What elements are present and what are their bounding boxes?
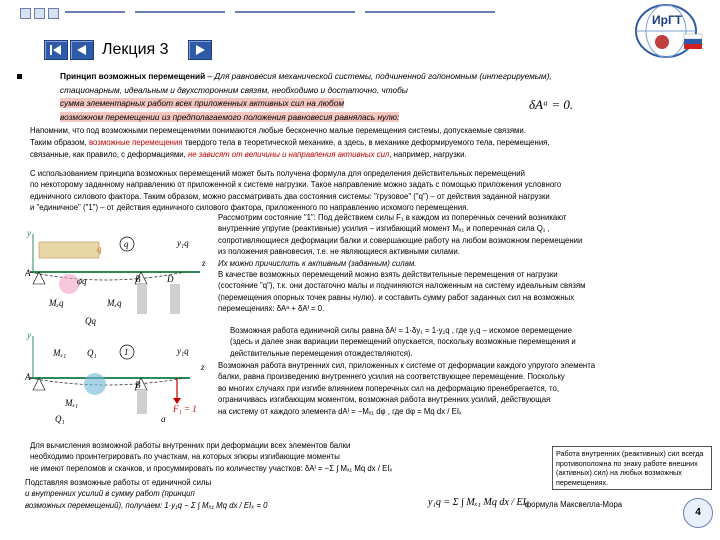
z-axis-label: z: [202, 258, 206, 268]
integration-line: необходимо проинтегрировать по участкам, на которых эпюры изгибающие моменты: [30, 452, 340, 462]
beam-diagram: [25, 228, 215, 428]
arrow-left-icon: [71, 41, 93, 59]
substitution-line: возможных перемещений), получаем: 1·y₁q − Σ ∫ Mₓ₁ Mq dx / EIₓ = 0: [25, 500, 268, 510]
intro-line1: С использованием принципа возможных перемещений может быть получена формула для определения действительных перемещений: [30, 169, 525, 178]
internal-line: балки, равна произведению внутреннего усилия на соответствующее перемещение. Поскольку: [218, 372, 565, 382]
integration-paragraph: [30, 440, 450, 474]
recall-paragraph: [30, 125, 710, 162]
state-line: Их можно причислить к активным (заданным) силам.: [218, 258, 417, 268]
y-axis-label-2: y: [27, 330, 31, 340]
page-number: 4: [683, 498, 713, 528]
f1-label: F₁ = 1: [173, 404, 197, 414]
intro-line2: по некоторому заданному направлению от приложенной к системе нагрузки. Такое направление можно задать с помощью приложения условного: [30, 180, 562, 190]
maxwell-mohr-label: - формула Максвелла-Мора: [520, 500, 623, 509]
recall-line2a: Таким образом,: [30, 138, 89, 148]
internal-force-work: [218, 360, 710, 417]
state-line: из положения равновесия, т.е. не являющиеся активными силами.: [218, 247, 460, 257]
recall-line1: Напомним, что под возможными перемещениями понимаются любые бесконечно малые перемещения системы, допускаемые связями.: [30, 126, 526, 135]
y1q-label: y₁q: [177, 238, 189, 248]
z-axis-label-2: z: [201, 362, 205, 372]
q-label: q: [97, 244, 102, 254]
support-a-label: A: [25, 268, 31, 278]
a-label: a: [161, 414, 166, 424]
recall-line2c: твердого тела в теоретической механике, а здесь, в механике деформируемого тела, перемещения,: [182, 138, 550, 148]
substitution-line: Подставляя возможные работы от единичной силы: [25, 478, 212, 487]
internal-line: во многих случаях при изгибе влиянием поперечных сил на деформацию пренебрегается, то,: [218, 383, 560, 393]
recall-line3a: связанные, как правило, с деформациями,: [30, 150, 188, 160]
y-axis-label: y: [27, 228, 31, 238]
state-one-description: [218, 212, 710, 315]
point-d-label: D: [167, 274, 174, 284]
qq-label: Qq: [85, 316, 96, 326]
first-slide-button[interactable]: [44, 40, 68, 60]
intro-line4: и "единичное" ("1") – от действия единичного силового фактора, приложенного по направлению искомого перемещения.: [30, 203, 469, 213]
internal-line: Возможная работа внутренних сил, приложенных к системе от деформации каждого упругого элемента: [218, 361, 596, 370]
q-circle-label: q: [124, 239, 129, 249]
substitution-paragraph: [25, 477, 275, 511]
bullet-marker: [17, 74, 22, 79]
mxq-label-left: Mₓq: [49, 298, 64, 308]
top-decor-bar: [20, 8, 500, 18]
internal-line: ограничивась изгибающим моментом, возможная работа внутренних усилий, действующая: [218, 395, 551, 405]
state-line: внутренние упругие (реактивные) усилия – изгибающий момент Mₓ₁ и поперечная сила Q₁ ,: [218, 224, 550, 234]
recall-highlight-2: не зависят от величины и направления активных сил: [188, 150, 390, 160]
lecture-title: Лекция 3: [102, 41, 169, 58]
state-line: (перемещения опорных точек равны нулю). и составить сумму работ заданных сил на возможных: [218, 292, 575, 302]
integration-line: не имеют переломов и скачков, и просуммировать по количеству участков: δAᴵ = −Σ ∫ Mₓ₁ Mq dx / EIₓ: [30, 463, 393, 473]
substitution-line: и внутренних усилий в сумму работ (принцип: [25, 489, 195, 499]
internal-line: на систему от каждого элемента dAᴵ = −Mₓ₁ dφ , где dφ = Mq dx / EIₓ: [218, 406, 462, 416]
principle-line1: – Для равновесия механической системы, подчиненной голономным (интегрируемым),: [205, 71, 552, 81]
state-line: (состояние "q"), т.к. они достаточно малы и подчиняются наложенным на систему идеальным связям: [218, 281, 586, 291]
mx1-label-bottom: Mₓ₁: [65, 398, 79, 408]
integration-line: Для вычисления возможной работы внутренних при деформации всех элементов балки: [30, 441, 351, 450]
principle-label: Принцип возможных перемещений: [60, 71, 206, 81]
mxq-label-right: Mₓq: [107, 298, 122, 308]
principle-line4: возможном перемещении из предполагаемого положения равновесия равнялась нулю:: [60, 111, 400, 122]
intro-line3: единичного силового фактора. Таким образом, можно рассматривать два состояния системы: "грузовое" ("q") – от действия заданной нагрузки: [30, 191, 550, 201]
recall-line3c: , например, нагрузки.: [389, 150, 467, 160]
svg-text:ИрГТ: ИрГТ: [652, 13, 683, 27]
state-line: В качестве возможных перемещений можно взять действительные перемещения от нагрузки: [218, 270, 558, 280]
work-line: Возможная работа единичной силы равна δAᴵ = 1·δy₁ = 1·y₁q , где y₁q – искомое перемещение: [230, 326, 572, 335]
principle-line3: сумма элементарных работ всех приложенных активных сил на любом: [60, 98, 345, 108]
work-line: (здесь и далее знак вариации перемещений опускается, поскольку возможные перемещения и: [230, 337, 576, 347]
prev-slide-button[interactable]: [70, 40, 94, 60]
principle-equation: δAᵃ = 0.: [529, 97, 574, 112]
university-logo: [632, 2, 708, 60]
support-b-label: B: [135, 274, 141, 284]
next-slide-button[interactable]: [188, 40, 212, 60]
arrow-right-icon: [189, 41, 211, 59]
recall-highlight: возможные перемещения: [88, 138, 183, 148]
principle-line2: стационарным, идеальным и двухсторонним связям, необходимо и достаточно, чтобы: [60, 84, 408, 95]
one-circle-label: 1: [124, 347, 129, 357]
state-line: сопротивляющиеся деформации балки и совершающие работу на любом возможном перемещении: [218, 235, 583, 245]
skip-back-icon: [45, 41, 67, 59]
phi-label: φq: [77, 276, 87, 286]
support-a-label-2: A: [25, 372, 31, 382]
state-line: Рассмотрим состояние "1": Под действием силы F₁ в каждом из поперечных сечений возникают: [218, 213, 567, 222]
y11-label: y₁q: [177, 346, 189, 356]
q1-label-top: Q₁: [87, 348, 97, 358]
note-box: Работа внутренних (реактивных) сил всегда противоположна по знаку работе внешних (активных) сил) на любых возможных перемещениях.: [552, 446, 712, 490]
support-b-label-2: B: [135, 380, 141, 390]
mx1-label-top: Mₓ₁: [53, 348, 67, 358]
maxwell-mohr-formula: y₁q = Σ ∫ Mₓ₁ Mq dx / EIₓ: [428, 497, 529, 508]
work-line: действительные перемещения отождествляются).: [230, 348, 413, 358]
state-line: перемещениях: δAᵃ + δAᴵ = 0.: [218, 304, 325, 314]
intro-paragraph: [30, 168, 710, 214]
unit-force-work: [230, 325, 710, 359]
q1-label-bottom: Q₁: [55, 414, 65, 424]
